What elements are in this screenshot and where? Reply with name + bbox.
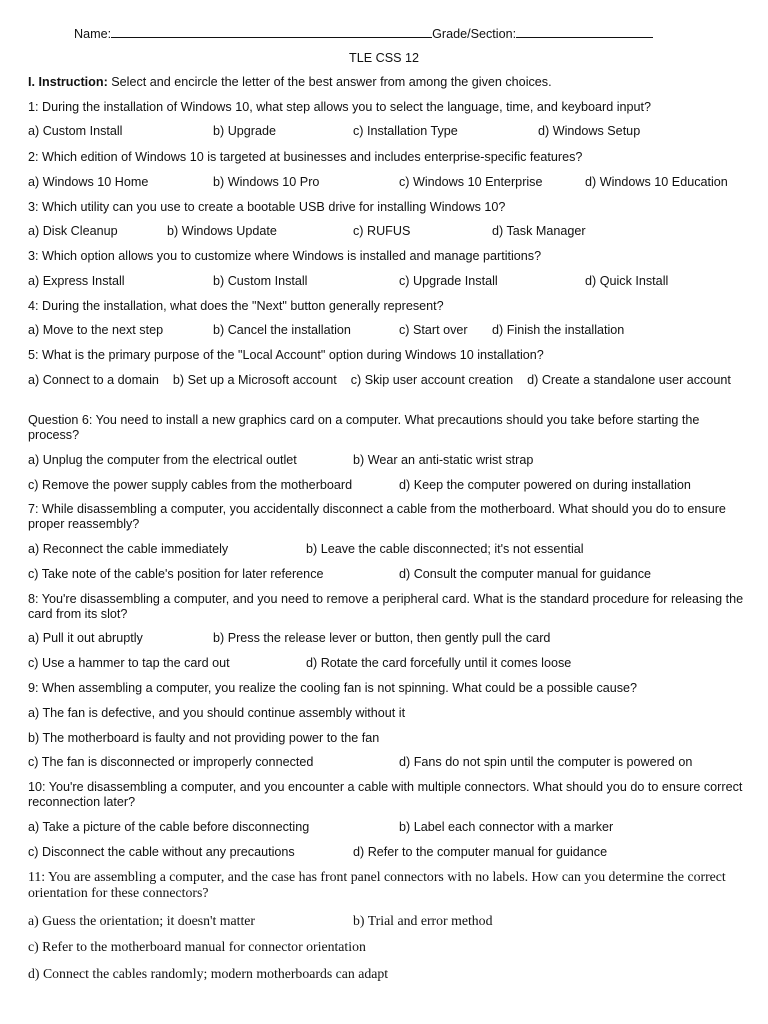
option: a) The fan is defective, and you should continue assembly without it	[28, 706, 406, 720]
option: d) Keep the computer powered on during installation	[399, 478, 691, 492]
option: d) Create a standalone user account	[527, 373, 731, 387]
option: a) Custom Install	[28, 124, 123, 138]
question-text: 11: You are assembling a computer, and the case has front panel connectors with no labels. How can you determine the correct orientation for these connectors?	[28, 869, 726, 900]
option: c) Refer to the motherboard manual for connector orientation	[28, 939, 366, 954]
option: c) Skip user account creation	[350, 373, 514, 387]
grade-blank	[516, 26, 653, 38]
option: b) The motherboard is faulty and not providing power to the fan	[28, 731, 380, 745]
option: d) Windows Setup	[538, 124, 641, 138]
option: a) Windows 10 Home	[28, 175, 149, 189]
option: c) Start over	[399, 323, 468, 337]
question-text: 3: Which option allows you to customize where Windows is installed and manage partitions?	[28, 249, 542, 263]
option: a) Take a picture of the cable before disconnecting	[28, 820, 310, 834]
question-text: 4: During the installation, what does the "Next" button generally represent?	[28, 299, 444, 313]
option: b) Label each connector with a marker	[399, 820, 614, 834]
option: d) Rotate the card forcefully until it comes loose	[306, 656, 572, 670]
name-label: Name:	[74, 27, 112, 41]
option: a) Disk Cleanup	[28, 224, 118, 238]
question-text: 8: You're disassembling a computer, and you need to remove a peripheral card. What is the standard procedure for releasing the card from its slot?	[28, 592, 744, 621]
option: d) Quick Install	[585, 274, 669, 288]
option: d) Connect the cables randomly; modern motherboards can adapt	[28, 966, 389, 981]
instruction-label: I. Instruction:	[28, 75, 108, 89]
option: a) Pull it out abruptly	[28, 631, 143, 645]
option: a) Express Install	[28, 274, 125, 288]
option: c) Windows 10 Enterprise	[399, 175, 543, 189]
question-text: 3: Which utility can you use to create a bootable USB drive for installing Windows 10?	[28, 200, 506, 214]
option: b) Upgrade	[213, 124, 277, 138]
option: d) Task Manager	[492, 224, 586, 238]
option: b) Cancel the installation	[213, 323, 351, 337]
page-title: TLE CSS 12	[349, 51, 419, 65]
option: b) Wear an anti-static wrist strap	[353, 453, 534, 467]
option: c) RUFUS	[353, 224, 411, 238]
name-blank	[111, 26, 432, 38]
option: a) Reconnect the cable immediately	[28, 542, 229, 556]
option: c) Take note of the cable's position for later reference	[28, 567, 324, 581]
option: d) Windows 10 Education	[585, 175, 728, 189]
option: b) Custom Install	[213, 274, 308, 288]
option: b) Leave the cable disconnected; it's not essential	[306, 542, 584, 556]
option: d) Refer to the computer manual for guidance	[353, 845, 608, 859]
option: b) Windows Update	[167, 224, 277, 238]
option: c) Use a hammer to tap the card out	[28, 656, 230, 670]
question-text: Question 6: You need to install a new graphics card on a computer. What precautions should you take before starting the process?	[28, 413, 700, 442]
question-text: 9: When assembling a computer, you realize the cooling fan is not spinning. What could be a possible cause?	[28, 681, 638, 695]
option: c) Disconnect the cable without any precautions	[28, 845, 295, 859]
option: c) Installation Type	[353, 124, 458, 138]
option: b) Press the release lever or button, then gently pull the card	[213, 631, 551, 645]
option: a) Unplug the computer from the electrical outlet	[28, 453, 297, 467]
instruction	[28, 75, 746, 90]
question-text: 10: You're disassembling a computer, and you encounter a cable with multiple connectors. What should you do to ensure correct reconnection later?	[28, 780, 743, 809]
option: c) The fan is disconnected or improperly connected	[28, 755, 314, 769]
option: a) Move to the next step	[28, 323, 164, 337]
option: b) Windows 10 Pro	[213, 175, 320, 189]
question-text: 2: Which edition of Windows 10 is targeted at businesses and includes enterprise-specific features?	[28, 150, 583, 164]
option: c) Remove the power supply cables from the motherboard	[28, 478, 353, 492]
option: a) Guess the orientation; it doesn't matter	[28, 913, 256, 928]
option: b) Trial and error method	[353, 913, 493, 928]
header-line	[74, 26, 653, 41]
option: d) Finish the installation	[492, 323, 625, 337]
option: b) Set up a Microsoft account	[172, 373, 337, 387]
option: d) Consult the computer manual for guidance	[399, 567, 652, 581]
question-text: 7: While disassembling a computer, you accidentally disconnect a cable from the motherboard. What should you do to ensure proper reassembly?	[28, 502, 726, 531]
question-text: 1: During the installation of Windows 10, what step allows you to select the language, time, and keyboard input?	[28, 100, 652, 114]
option: c) Upgrade Install	[399, 274, 498, 288]
question-text: 5: What is the primary purpose of the "Local Account" option during Windows 10 installation?	[28, 348, 544, 362]
option: a) Connect to a domain	[28, 373, 159, 387]
options-row	[28, 373, 746, 388]
grade-label: Grade/Section:	[432, 27, 517, 41]
instruction-text: Select and encircle the letter of the best answer from among the given choices.	[111, 75, 552, 89]
option: d) Fans do not spin until the computer is powered on	[399, 755, 693, 769]
